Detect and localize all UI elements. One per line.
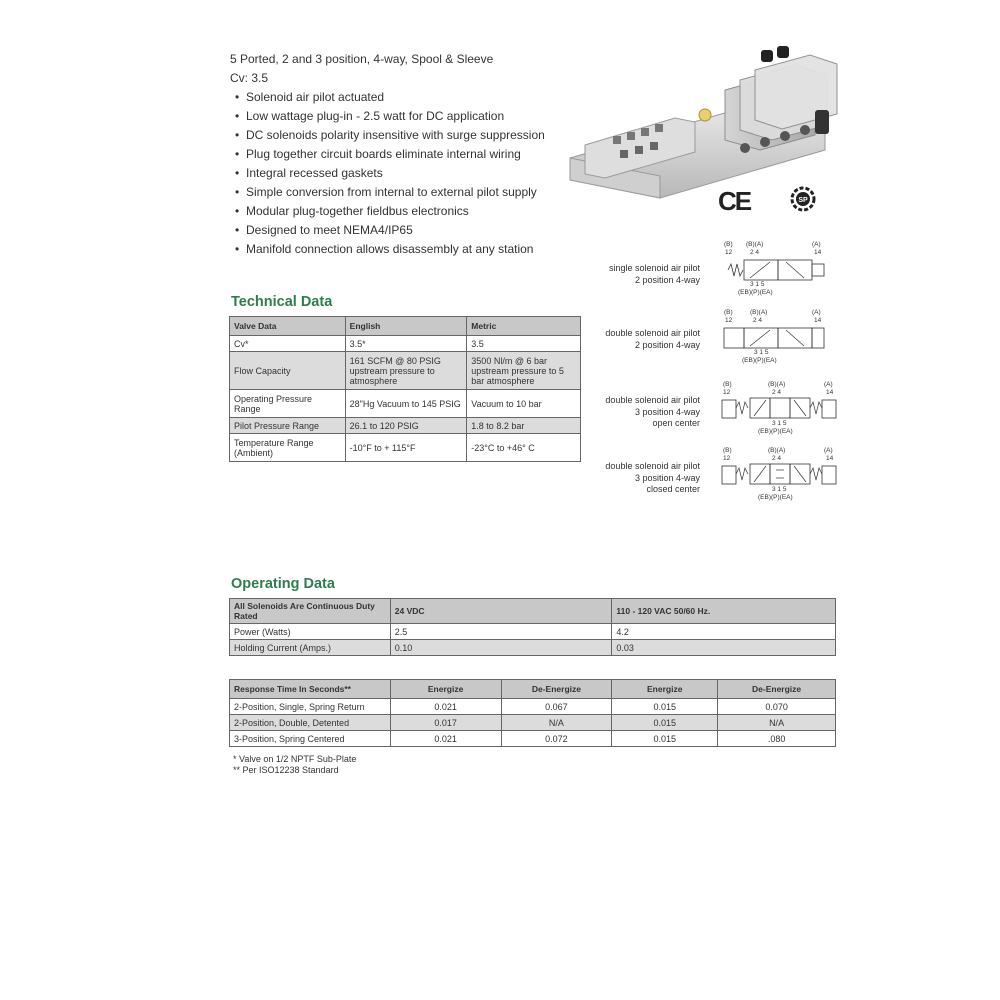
port-label: 12: [725, 249, 733, 256]
port-label: (B): [723, 381, 732, 388]
csa-mark-text: SP: [798, 197, 808, 204]
table-row: [230, 352, 581, 390]
port-label: (EB)(P)(EA): [742, 357, 777, 364]
footnotes: [233, 754, 356, 776]
table-cell: 0.072: [501, 731, 612, 747]
port-label: 12: [725, 317, 733, 324]
port-label: 2 4: [772, 455, 782, 462]
table-cell: 0.067: [501, 699, 612, 715]
table-cell: 3500 Nl/m @ 6 bar upstream pressure to 5 bar atmosphere: [467, 352, 581, 390]
table-row: [230, 434, 581, 462]
footnote: * Valve on 1/2 NPTF Sub-Plate: [233, 754, 357, 764]
port-label: 14: [826, 389, 834, 396]
feature-item: • Simple conversion from internal to external pilot supply: [230, 183, 545, 202]
port-label: (A): [824, 381, 833, 388]
port-label: (B)(A): [750, 309, 768, 316]
port-label: (B)(A): [768, 381, 786, 388]
diagram-label-line: double solenoid air pilot: [605, 395, 700, 405]
table-header-row: [230, 317, 581, 336]
table-cell: 0.015: [612, 699, 718, 715]
feature-item: • Low wattage plug-in - 2.5 watt for DC application: [230, 107, 545, 126]
column-header: Metric: [467, 317, 581, 336]
valve-symbol-diagram: [720, 240, 830, 298]
table-cell: 0.015: [612, 731, 718, 747]
port-label: 14: [826, 455, 834, 462]
feature-item: • Solenoid air pilot actuated: [230, 88, 545, 107]
port-label: (EB)(P)(EA): [738, 289, 773, 296]
diagram-label-line: open center: [652, 418, 700, 428]
csa-mark: [790, 186, 816, 212]
diagram-label-line: single solenoid air pilot: [608, 263, 700, 273]
csa-seal-icon: [790, 186, 816, 212]
port-label: 2 4: [772, 389, 782, 396]
port-label: 3 1 5: [750, 281, 765, 288]
product-image: [565, 40, 845, 200]
table-cell: Cv*: [230, 336, 346, 352]
port-label: 12: [723, 389, 731, 396]
ce-mark: CE: [718, 186, 751, 216]
table-cell: 0.021: [390, 731, 501, 747]
port-label: 14: [814, 317, 822, 324]
table-cell: 4.2: [612, 624, 836, 640]
table-row: [230, 418, 581, 434]
table-cell: N/A: [718, 715, 836, 731]
port-label: (B): [724, 241, 733, 248]
column-header: Energize: [612, 680, 718, 699]
table-cell: Power (Watts): [230, 624, 391, 640]
table-row: [230, 390, 581, 418]
port-label: (B)(A): [746, 241, 764, 248]
table-header-row: [230, 680, 836, 699]
port-label: (B): [724, 309, 733, 316]
diagram-label-line: 3 position 4-way: [634, 406, 700, 417]
feature-item: • Modular plug-together fieldbus electronics: [230, 202, 545, 221]
footnote: ** Per ISO12238 Standard: [233, 765, 339, 775]
port-label: 3 1 5: [772, 486, 787, 493]
port-label: (EB)(P)(EA): [758, 428, 793, 435]
valve-symbol-diagram: [720, 444, 838, 504]
intro-line-2: Cv: 3.5: [230, 71, 269, 85]
column-header: Valve Data: [230, 317, 346, 336]
table-cell: 3-Position, Spring Centered: [230, 731, 391, 747]
feature-item: • Integral recessed gaskets: [230, 164, 545, 183]
column-header: De-Energize: [501, 680, 612, 699]
table-cell: 28"Hg Vacuum to 145 PSIG: [345, 390, 467, 418]
table-cell: Operating Pressure Range: [230, 390, 346, 418]
table-cell: 0.070: [718, 699, 836, 715]
column-header: English: [345, 317, 467, 336]
table-cell: 2-Position, Single, Spring Return: [230, 699, 391, 715]
port-label: (B)(A): [768, 447, 786, 454]
diagram-label-line: 2 position 4-way: [634, 274, 700, 285]
table-cell: 0.015: [612, 715, 718, 731]
diagram-label: [575, 461, 700, 496]
column-header: 24 VDC: [390, 599, 612, 624]
table-header-row: [230, 599, 836, 624]
port-label: (EB)(P)(EA): [758, 494, 793, 501]
table-cell: 2.5: [390, 624, 612, 640]
valve-symbol-diagram: [720, 378, 838, 438]
response-time-table: [229, 679, 836, 747]
table-row: [230, 640, 836, 656]
table-row: [230, 715, 836, 731]
table-cell: Flow Capacity: [230, 352, 346, 390]
port-label: (A): [824, 447, 833, 454]
table-cell: Temperature Range (Ambient): [230, 434, 346, 462]
table-cell: 161 SCFM @ 80 PSIG upstream pressure to atmosphere: [345, 352, 467, 390]
feature-item: • Plug together circuit boards eliminate internal wiring: [230, 145, 545, 164]
table-cell: 2-Position, Double, Detented: [230, 715, 391, 731]
operating-data-table: [229, 598, 836, 656]
table-row: [230, 699, 836, 715]
table-cell: -10°F to + 115°F: [345, 434, 467, 462]
technical-data-title: Technical Data: [231, 294, 333, 310]
feature-item: • DC solenoids polarity insensitive with surge suppression: [230, 126, 545, 145]
feature-list: [230, 88, 545, 259]
table-cell: Pilot Pressure Range: [230, 418, 346, 434]
port-label: 2 4: [753, 317, 763, 324]
port-label: (B): [723, 447, 732, 454]
port-label: (A): [812, 241, 821, 248]
table-cell: Vacuum to 10 bar: [467, 390, 581, 418]
port-label: (A): [812, 309, 821, 316]
port-label: 3 1 5: [772, 420, 787, 427]
table-cell: N/A: [501, 715, 612, 731]
diagram-label: [575, 263, 700, 286]
column-header: De-Energize: [718, 680, 836, 699]
diagram-label: [575, 328, 700, 351]
feature-item: • Designed to meet NEMA4/IP65: [230, 221, 545, 240]
intro-line-1: 5 Ported, 2 and 3 position, 4-way, Spool & Sleeve: [230, 52, 494, 66]
port-label: 12: [723, 455, 731, 462]
diagram-label: [575, 395, 700, 430]
port-label: 2 4: [750, 249, 760, 256]
port-label: 14: [814, 249, 822, 256]
table-cell: -23°C to +46° C: [467, 434, 581, 462]
intro-section: [230, 50, 545, 259]
column-header: 110 - 120 VAC 50/60 Hz.: [612, 599, 836, 624]
table-cell: 0.017: [390, 715, 501, 731]
table-cell: Holding Current (Amps.): [230, 640, 391, 656]
valve-symbol-diagram: [720, 308, 830, 366]
diagram-label-line: closed center: [646, 484, 700, 494]
technical-data-table: [229, 316, 581, 462]
diagram-label-line: double solenoid air pilot: [605, 328, 700, 338]
column-header: All Solenoids Are Continuous Duty Rated: [230, 599, 391, 624]
column-header: Energize: [390, 680, 501, 699]
table-cell: 0.021: [390, 699, 501, 715]
feature-item: • Manifold connection allows disassembly at any station: [230, 240, 545, 259]
table-row: [230, 731, 836, 747]
table-cell: 0.03: [612, 640, 836, 656]
table-cell: 0.10: [390, 640, 612, 656]
table-cell: 3.5*: [345, 336, 467, 352]
port-label: 3 1 5: [754, 349, 769, 356]
table-cell: .080: [718, 731, 836, 747]
table-row: [230, 624, 836, 640]
operating-data-title: Operating Data: [231, 576, 335, 592]
table-cell: 3.5: [467, 336, 581, 352]
table-cell: 26.1 to 120 PSIG: [345, 418, 467, 434]
diagram-label-line: 2 position 4-way: [634, 339, 700, 350]
column-header: Response Time In Seconds**: [230, 680, 391, 699]
diagram-label-line: double solenoid air pilot: [605, 461, 700, 471]
table-cell: 1.8 to 8.2 bar: [467, 418, 581, 434]
diagram-label-line: 3 position 4-way: [634, 472, 700, 483]
table-row: [230, 336, 581, 352]
